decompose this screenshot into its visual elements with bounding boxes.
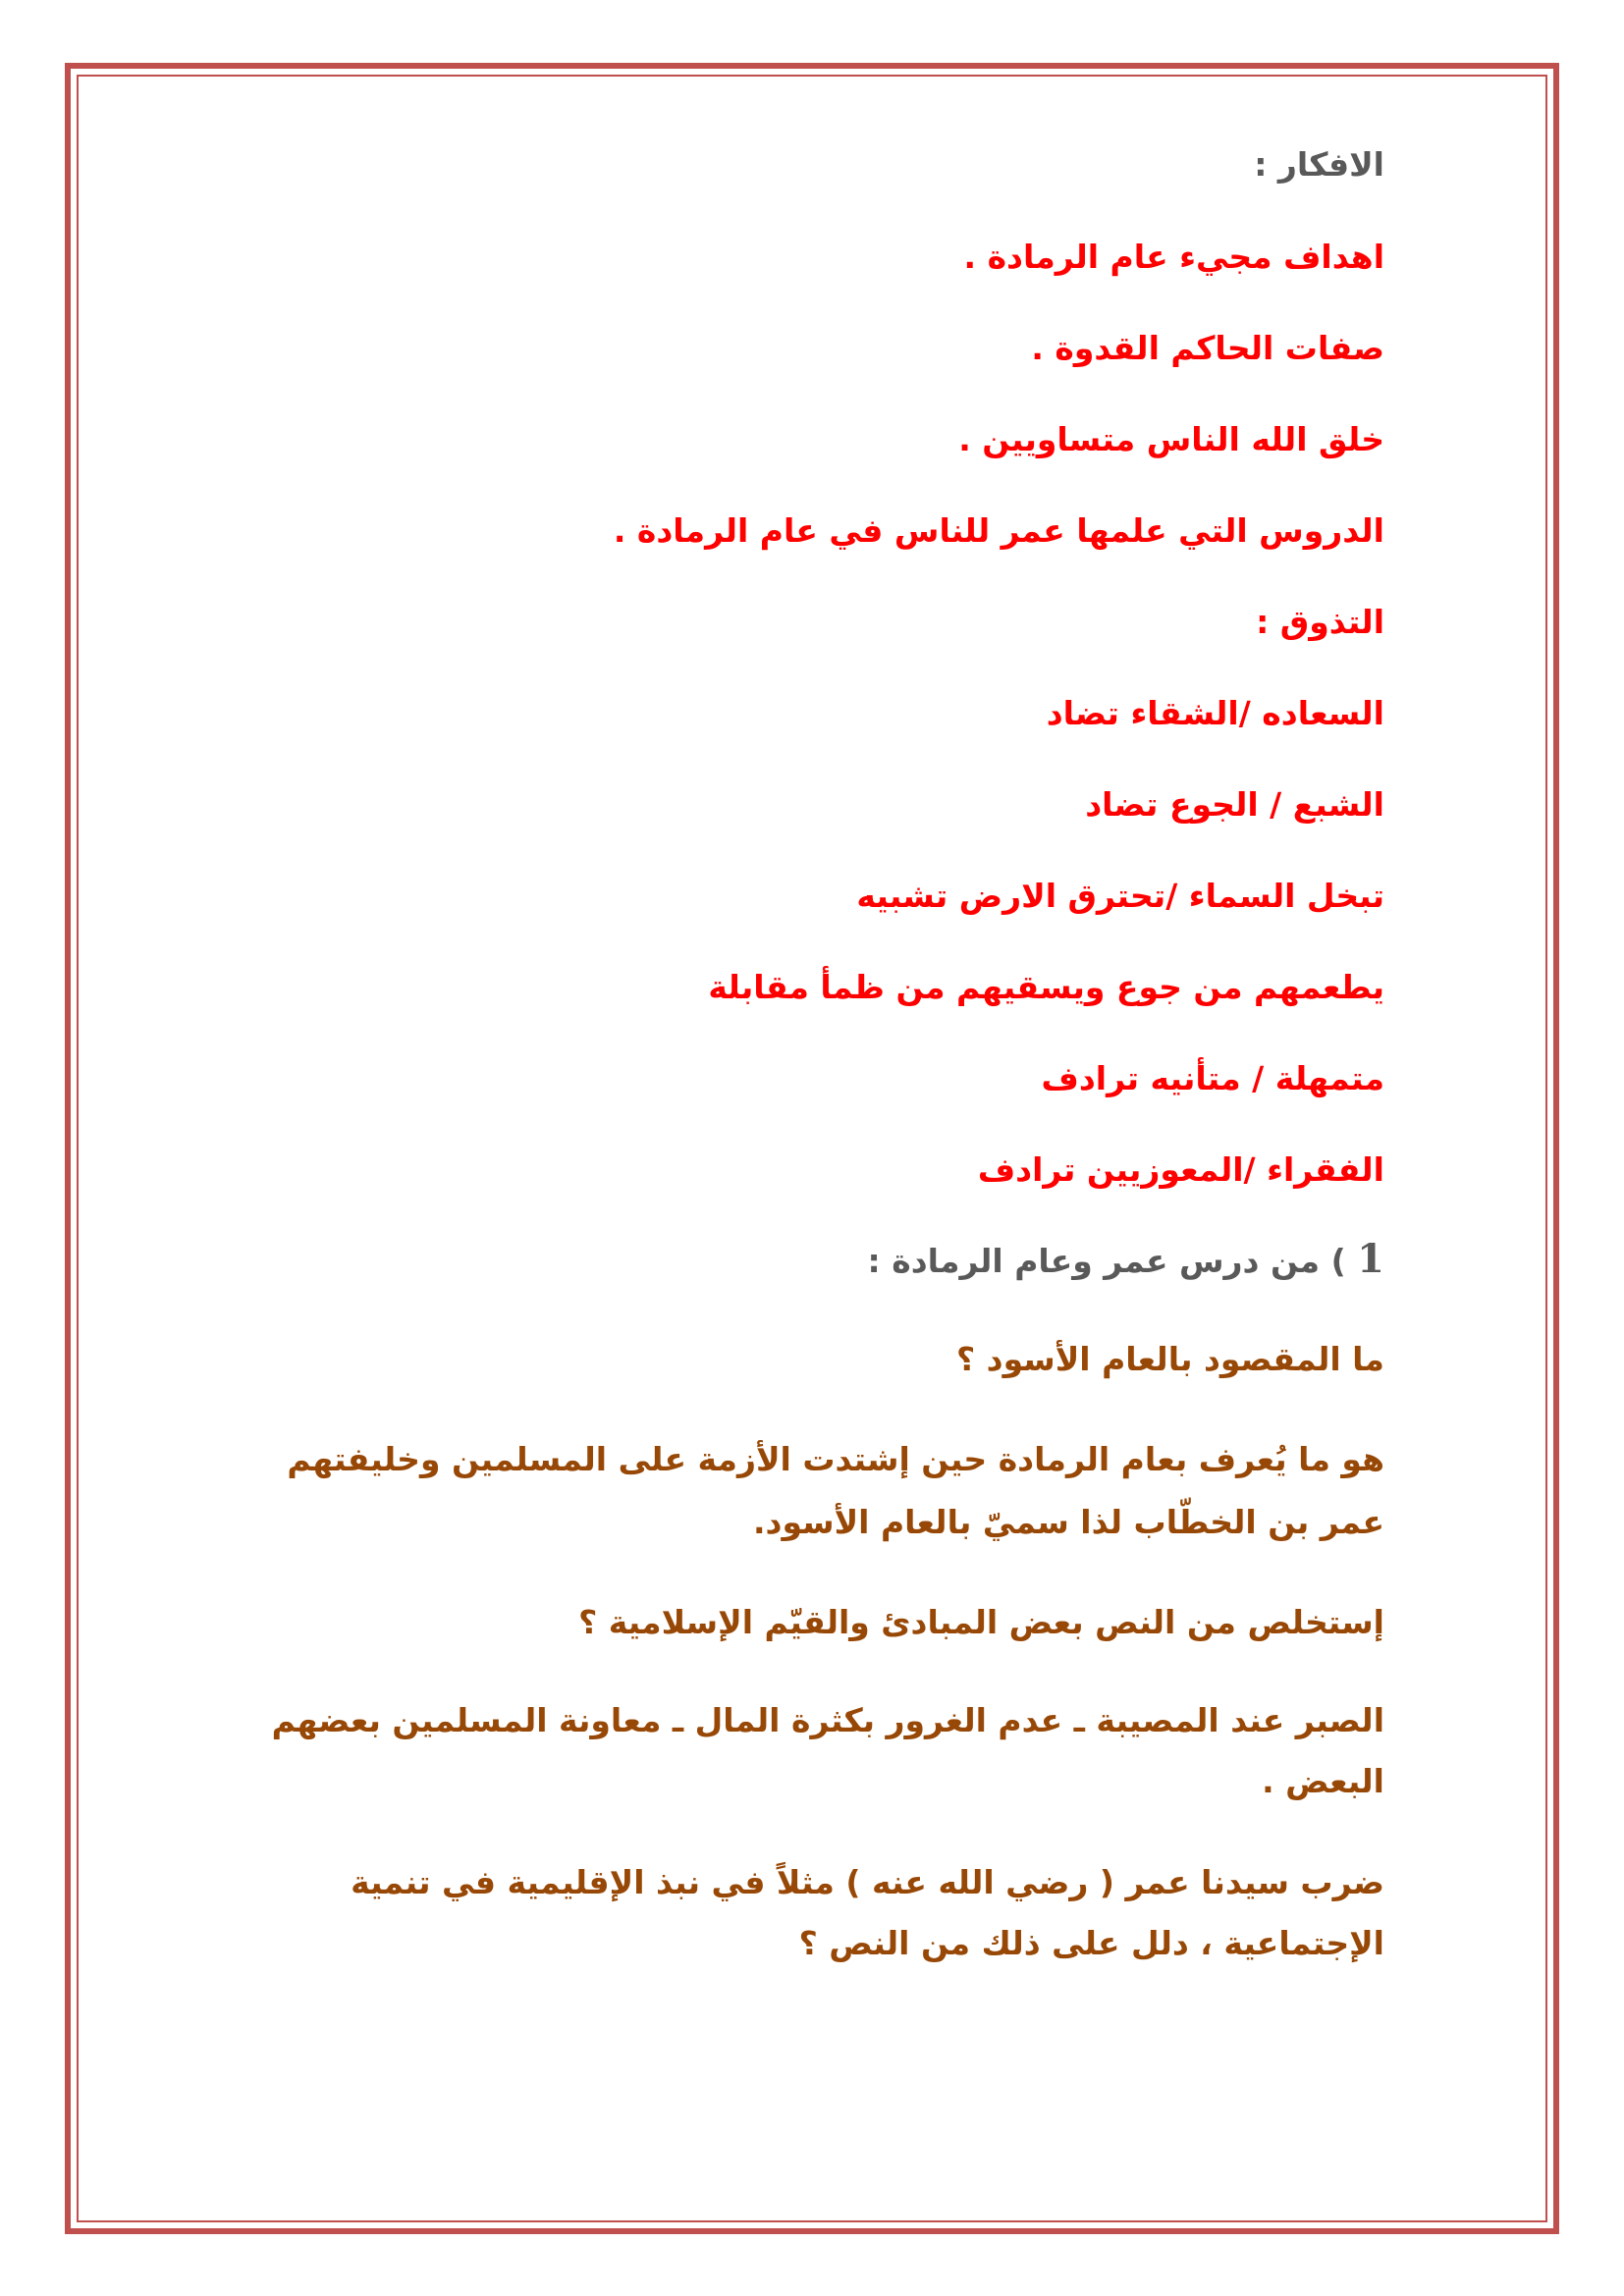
taste-item: الشبع / الجوع تضاد (1085, 785, 1384, 824)
answer-2-line-2: البعض . (1262, 1762, 1384, 1800)
taste-item: الفقراء /المعوزيين ترادف (977, 1150, 1384, 1189)
section-number: 1 (1357, 1236, 1384, 1282)
taste-item: متمهلة / متأنيه ترادف (1041, 1059, 1384, 1097)
ideas-heading: الافكار : (1254, 145, 1384, 184)
answer-1-line-2: عمر بن الخطّاب لذا سميّ بالعام الأسود. (752, 1503, 1384, 1541)
idea-item: خلق الله الناس متساويين . (958, 420, 1384, 458)
answer-2-line-1: الصبر عند المصيبة ـ عدم الغرور بكثرة المال ـ معاونة المسلمين بعضهم (271, 1701, 1384, 1739)
idea-item: الدروس التي علمها عمر للناس في عام الرمادة . (613, 511, 1384, 550)
taste-item: يطعمهم من جوع ويسقيهم من ظمأ مقابلة (708, 968, 1384, 1006)
section-title: ) من درس عمر وعام الرمادة : (867, 1242, 1346, 1280)
taste-item: السعاده /الشقاء تضاد (1046, 694, 1384, 732)
question-2: إستخلص من النص بعض المبادئ والقيّم الإسلامية ؟ (578, 1603, 1384, 1641)
question-3-line-1: ضرب سيدنا عمر ( رضي الله عنه ) مثلاً في نبذ الإقليمية في تنمية (351, 1863, 1384, 1901)
taste-item: تبخل السماء /تحترق الارض تشبيه (856, 877, 1384, 915)
question-1: ما المقصود بالعام الأسود ؟ (956, 1340, 1384, 1378)
question-3-line-2: الإجتماعية ، دلل على ذلك من النص ؟ (798, 1924, 1384, 1962)
taste-heading: التذوق : (1256, 603, 1384, 641)
idea-item: اهداف مجيء عام الرمادة . (963, 238, 1384, 276)
section-heading (236, 1235, 1384, 1286)
idea-item: صفات الحاكم القدوة . (1031, 329, 1384, 367)
answer-1-line-1: هو ما يُعرف بعام الرمادة حين إشتدت الأزمة على المسلمين وخليفتهم (287, 1440, 1384, 1478)
